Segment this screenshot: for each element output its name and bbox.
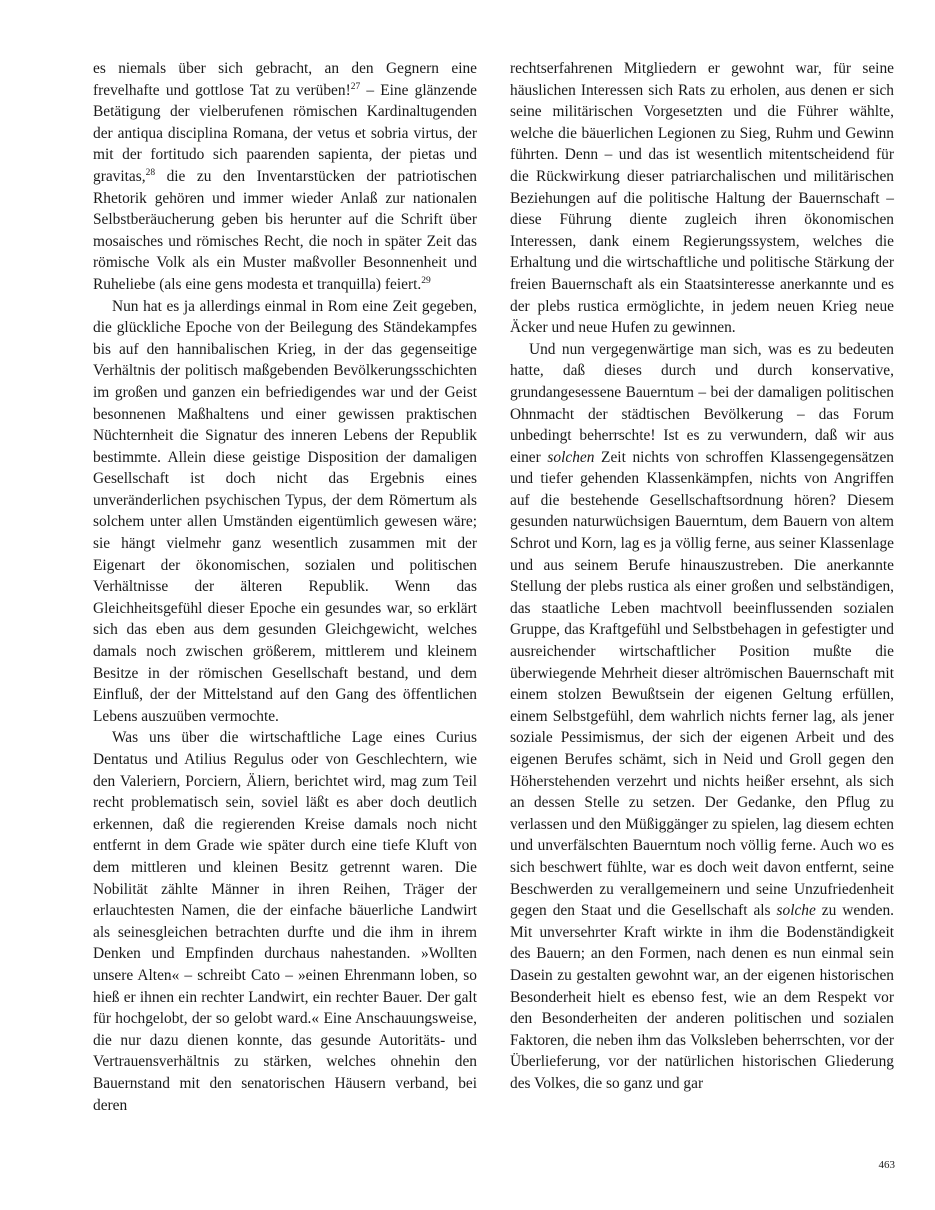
text-run: die zu den Inventarstücken der patriotischen Rhetorik gehören und immer wieder Anlaß zur nationalen Selbstberäucherung geben bis herunter auf die Schrift über mosaisches und römisches Recht, die noch in später Zeit das römische Volk als ein Muster maßvoller Besonnenheit und Ruheliebe (als eine gens modesta et tranquilla) feiert. [93,167,477,293]
emphasis: solche [776,902,816,920]
text-run: – Eine glänzende Betätigung der vielberufenen römischen Kardinaltugenden der antiqua disciplina Romana, der vetus et sobria virtus, der mit der fortitudo sich paarenden sapienta, der pietas und gravitas, [93,81,477,185]
paragraph-continuation: rechtserfahrenen Mitgliedern er gewohnt war, für seine häuslichen Interessen sich Rats zu erholen, aus denen er sich seine militärischen Vorgesetzten und die Führer wählte, welche die bäuerlichen Legionen zu Sieg, Ruhm und Gewinn führten. Denn – und das ist wesentlich mitentscheidend für die Rückwirkung dieser patriarchalischen und militärischen Beziehungen auf die politische Haltung der Bauernschaft – diese Führung diente zugleich ihren ökonomischen Interessen, dank einem Regierungssystem, welches die Erhaltung und die wirtschaftliche und politische Stärkung der freien Bauernschaft als ein Staatsinteresse anerkannte und es der plebs rustica ermöglichte, in jedem neuen Krieg neue Äcker und neue Hufen zu gewinnen. [510,60,894,337]
paragraph: Was uns über die wirtschaftliche Lage eines Curius Dentatus und Atilius Regulus oder von Geschlechtern, wie den Valeriern, Porciern, Äliern, berichtet wird, mag zum Teil recht problematisch sein, soviel läßt es aber doch deutlich erkennen, daß die regierenden Kreise damals noch nicht entfernt in dem Grade wie später durch eine tiefe Kluft von dem mittleren und kleinen Besitz getrennt waren. Die Nobilität zählte Männer in ihren Reihen, Träger der erlauchtesten Namen, die der einfache bäuerliche Landwirt als seinesgleichen betrachten durfte und die ihm in ihrem Denken und Empfinden durchaus nahestanden. »Wollten unsere Alten« – schreibt Cato – »einen Ehrenmann loben, so hieß er ihnen ein rechter Landwirt, ein rechter Bauer. Der galt für hochgelobt, der so gelobt ward.« Eine Anschauungsweise, die nur dazu dienen konnte, das gesunde Autoritäts- und Vertrauensverhältnis zu stärken, welches ohnehin den Bauernstand mit den senatorischen Häusern verband, bei deren [93,729,477,1114]
text-run: es niemals über sich gebracht, an den Gegnern eine frevelhafte und gottlose Tat zu verüben! [93,60,477,99]
text-run: Und nun vergegenwärtige man sich, was es zu bedeuten hatte, daß dieses durch und durch konservative, grundangesessene Bauerntum – bei der damaligen politischen Ohnmacht der städtischen Bevölkerung – das Forum unbedingt beherrschte! Ist es zu verwundern, daß wir aus einer [510,340,894,466]
page-number: 463 [878,1159,895,1171]
left-text-column [93,58,477,1116]
paragraph: Nun hat es ja allerdings einmal in Rom eine Zeit gegeben, die glückliche Epoche von der Beilegung des Ständekampfes bis auf den hannibalischen Krieg, in der das gegenseitige Verhältnis der politisch maßgebenden Bevölkerungsschichten im großen und ganzen ein befriedigendes war und der Geist besonnenen Maßhaltens und einer gewissen praktischen Nüchternheit die Signatur des inneren Lebens der Republik bestimmte. Allein diese geistige Disposition der damaligen Gesellschaft ist doch nicht das Ergebnis eines unveränderlichen psychischen Typus, der dem Römertum als solchem unter allen Umständen eigentümlich gewesen wäre; sie hängt vielmehr ganz wesentlich zusammen mit der Eigenart der ökonomischen, sozialen und politischen Verhältnisse der älteren Republik. Wenn das Gleichheitsgefühl dieser Epoche ein gesundes war, so erklärt sich das eben aus dem gesunden Gleichgewicht, welches damals noch zwischen größerem, mittlerem und kleinem Besitze in der römischen Gesellschaft bestand, und dem Einfluß, der der Mittelstand auf den Gang des öffentlichen Lebens auszuüben vermochte. [93,297,477,725]
footnote-ref-27: 27 [350,81,361,92]
paragraph-continuation [93,58,477,296]
footnote-ref-28: 28 [145,167,156,178]
text-run: zu wenden. Mit unversehrter Kraft wirkte in ihm die Bodenständigkeit des Bauern; an den Formen, nach denen es nun einmal sein Dasein zu gestalten gewohnt war, an der eigenen historischen Besonderheit hielt es ebenso fest, wie an dem Respekt vor den Besonderheiten der anderen politischen und sozialen Faktoren, die neben ihm das Volksleben beherrschten, vor der Überlieferung, vor der natürlichen historischen Gliederung des Volkes, die so ganz und gar [510,902,894,1092]
footnote-ref-29: 29 [421,275,431,286]
paragraph [510,339,894,1095]
text-run: Zeit nichts von schroffen Klassengegensätzen und tiefer gehenden Klassenkämpfen, nichts von Angriffen auf die bestehende Gesellschaftsordnung hören? Diesem gesunden naturwüchsigen Bauerntum, dem Bauern von altem Schrot und Korn, lag es ja völlig ferne, aus seiner Klassenlage und aus seinem Berufe hinauszustreben. Die anerkannte Stellung der plebs rustica als einer großen und selbständigen, das staatliche Leben machtvoll beeinflussenden sozialen Gruppe, das Kraftgefühl und Selbstbehagen in gefestigter und ausreichender wirtschaftlicher Position mußte die überwiegende Mehrheit dieser altrömischen Bauernschaft mit einem stolzen Bewußtsein der eigenen Geltung erfüllen, einem Selbstgefühl, dem wahrlich nichts ferner lag, als jener soziale Pessimismus, der sich der eigenen Arbeit und des eigenen Berufes schämt, sich in Neid und Groll gegen den Höherstehenden verzehrt und nichts heißer ersehnt, als sich an dessen Stelle zu setzen. Der Gedanke, den Pflug zu verlassen und den Müßiggänger zu spielen, lag diesem echten und unverfälschten Bauerntum noch völlig ferne. Auch wo es sich beschwert fühlte, war es doch weit davon entfernt, seine Beschwerden zu verallgemeinern und seine Unzufriedenheit gegen den Staat und die Gesellschaft als [510,448,895,920]
right-text-column [510,58,894,1095]
emphasis: solchen [547,448,595,466]
